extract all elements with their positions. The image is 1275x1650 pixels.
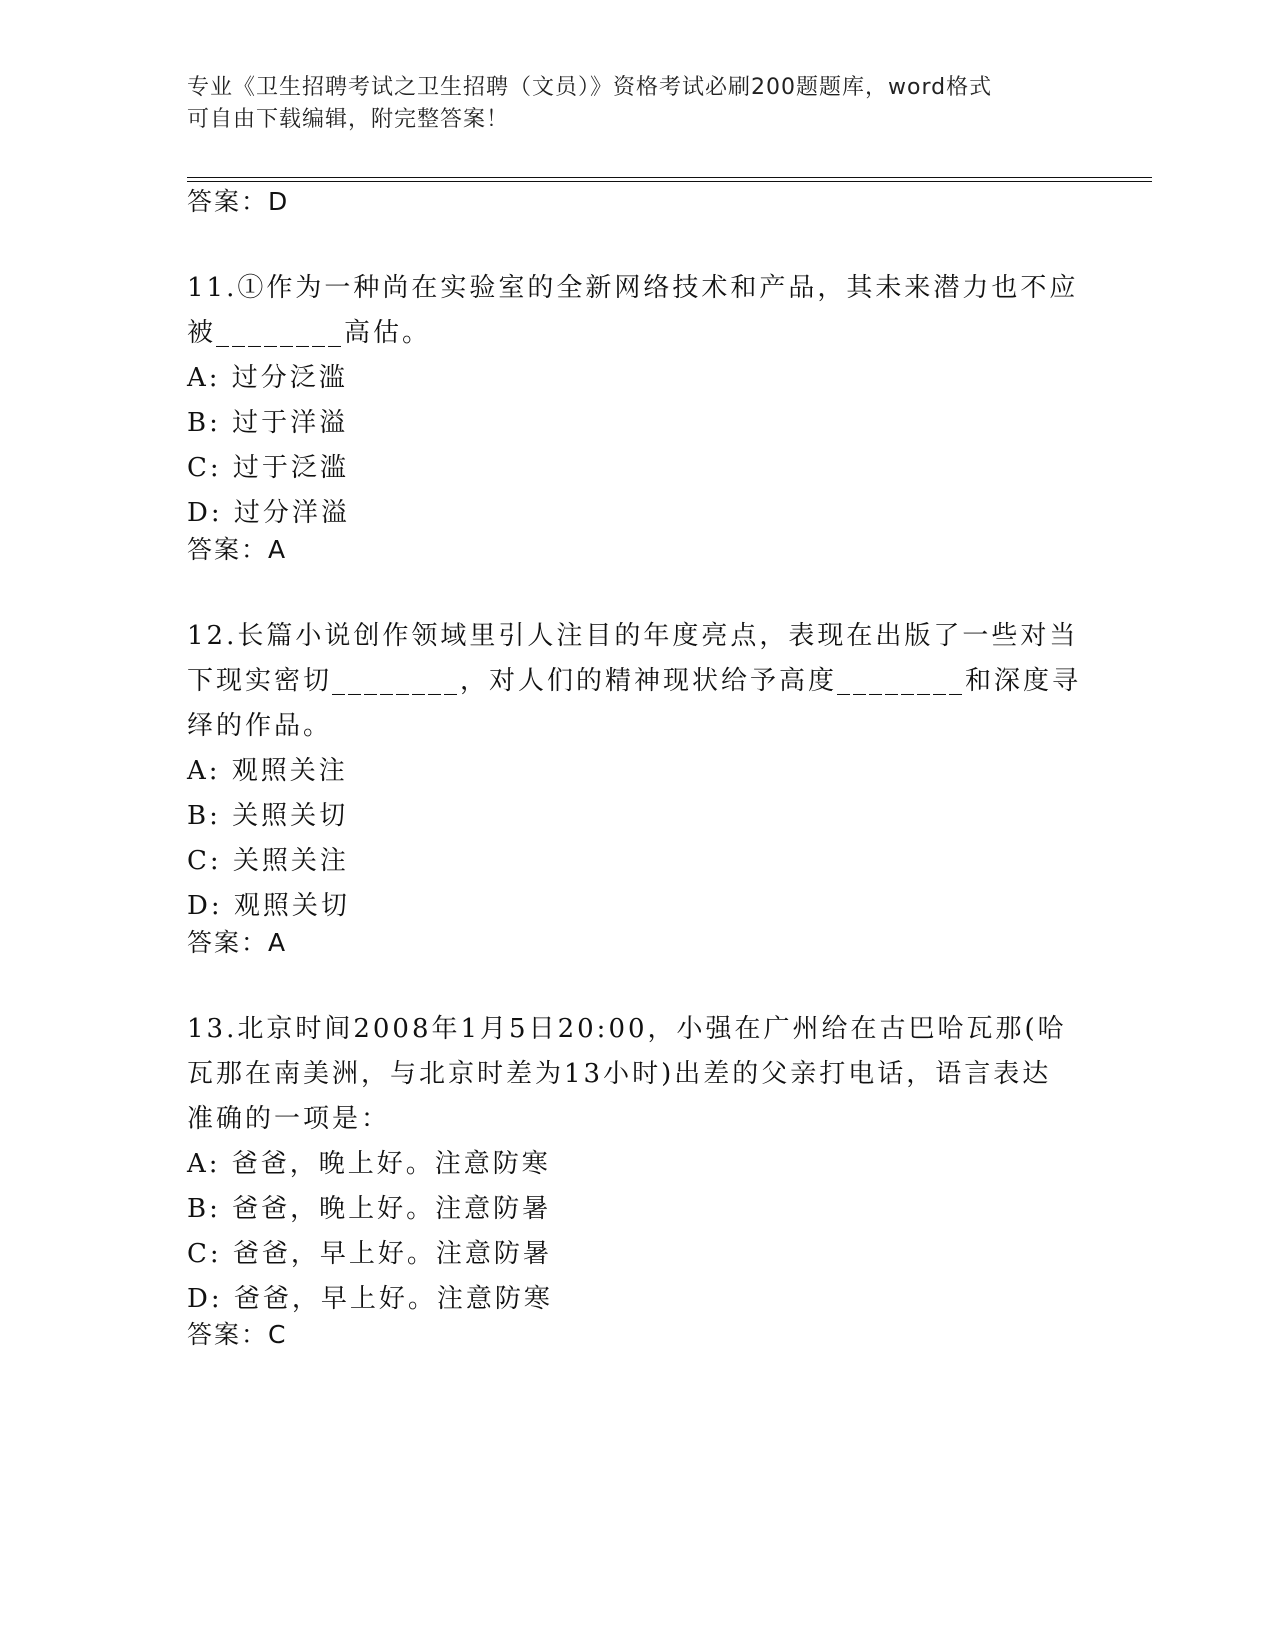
question-text: 瓦那在南美洲，与北京时差为13小时)出差的父亲打电话，语言表达 (187, 1059, 1052, 1089)
option-d: D: 观照关切 (187, 891, 350, 921)
option-b: B: 关照关切 (187, 801, 349, 831)
option-c: C: 爸爸，早上好。注意防暑 (187, 1239, 552, 1269)
option-a: A: 爸爸，晚上好。注意防寒 (187, 1149, 551, 1179)
question-text: 12.长篇小说创作领域里引人注目的年度亮点，表现在出版了一些对当 (187, 621, 1079, 651)
header-line-2: 可自由下载编辑，附完整答案！ (187, 107, 510, 132)
question-text: 11.①作为一种尚在实验室的全新网络技术和产品，其未来潜力也不应 (187, 273, 1079, 303)
header-line-1: 专业《卫生招聘考试之卫生招聘（文员）》资格考试必刷200题题库，word格式 (187, 75, 993, 100)
question-13 (187, 1007, 1087, 1322)
answer-12: 答案：A (187, 928, 288, 957)
question-12 (187, 614, 1087, 929)
header-divider (187, 177, 1152, 178)
option-c: C: 过于泛滥 (187, 453, 349, 483)
question-text: 绎的作品。 (187, 711, 333, 741)
header-divider-thin (187, 181, 1152, 182)
answer-11: 答案：A (187, 535, 288, 564)
option-d: D: 过分洋溢 (187, 498, 350, 528)
answer-13: 答案：C (187, 1320, 288, 1349)
question-11 (187, 266, 1087, 536)
question-text: 下现实密切________，对人们的精神现状给予高度________和深度寻 (187, 666, 1082, 696)
page-header (187, 72, 1067, 136)
option-a: A: 观照关注 (187, 756, 348, 786)
answer-previous: 答案：D (187, 187, 290, 216)
option-b: B: 爸爸，晚上好。注意防暑 (187, 1194, 552, 1224)
option-d: D: 爸爸，早上好。注意防寒 (187, 1284, 553, 1314)
question-text: 被________高估。 (187, 318, 432, 348)
option-c: C: 关照关注 (187, 846, 349, 876)
option-b: B: 过于洋溢 (187, 408, 349, 438)
question-text: 准确的一项是： (187, 1104, 391, 1134)
option-a: A: 过分泛滥 (187, 363, 348, 393)
question-text: 13.北京时间2008年1月5日20:00，小强在广州给在古巴哈瓦那(哈 (187, 1014, 1067, 1044)
